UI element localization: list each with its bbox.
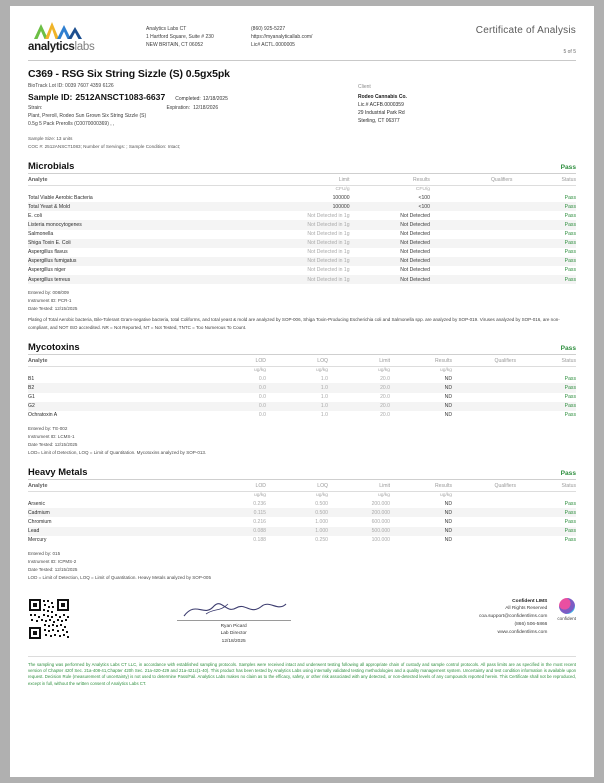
cell-status: Pass [516,527,576,536]
cell-results: ND [390,383,452,392]
cell-lod: 0.088 [204,527,266,536]
logo-word-labs: labs [74,41,95,53]
cell-qualifiers [452,393,516,402]
cell-analyte: G1 [28,394,35,401]
table-row [28,402,576,411]
table-row [28,527,576,536]
cell-analyte: Aspergillus niger [28,267,66,274]
table-units-row [28,185,576,193]
cell-lod: 0.0 [258,412,266,419]
table-units-row [28,366,576,374]
cell-status: Pass [564,537,576,544]
lab-license: Lic# ACTL.0000005 [251,41,295,48]
col-status: Status [512,174,576,186]
legal-disclaimer [28,656,576,688]
header-divider [28,60,576,61]
unit-cell: ug/kg [440,368,452,374]
microbials-notes [28,289,576,332]
cell-analyte: Aspergillus fumigatus [28,257,273,266]
sample-coc: COC #: 2512ANSCT1083; Number of Servings: ; Sample Condition: Intact; [28,143,181,149]
section-title-microbials: Microbials [28,159,75,171]
unit-cell [452,366,516,374]
col-qualifiers: Qualifiers [430,174,513,186]
col-analyte: Analyte [28,174,273,186]
col-loq: LOQ [266,480,328,492]
cell-results: Not Detected [400,249,430,256]
cell-limit: 20.0 [380,412,390,419]
note-line: Date Tested: 12/15/2025 [28,441,78,447]
unit-cell [28,185,273,193]
cell-analyte: Total Viable Aerobic Bacteria [28,194,93,201]
sample-extra-meta [28,135,358,151]
client-address-line2: Sterling, CT 06377 [358,118,400,124]
cell-loq: 0.500 [266,508,328,517]
lims-rights: All Rights Reserved [505,606,548,612]
cell-qualifiers [452,499,516,508]
cell-results: ND [390,402,452,411]
note-line: Date Tested: 12/15/2025 [28,305,78,311]
cell-qualifiers [452,374,516,383]
lab-contact [251,26,401,49]
table-units-row [28,491,576,499]
cell-analyte: E. coli [28,212,42,219]
unit-cell [28,491,204,499]
cell-status: Pass [564,500,576,507]
unit-cell: ug/kg [316,493,328,499]
qr-code[interactable] [28,598,70,640]
page-indicator: 5 of 5 [563,49,576,55]
cell-limit: Not Detected in 1g [307,267,350,274]
strain-line2: 0.5g 5 Pack Prerolls (C0070000369) , , [28,121,115,127]
logo-mark-icon [32,20,138,40]
col-status: Status [516,355,576,367]
section-header-mycotoxins [28,341,576,355]
cell-qualifiers [430,239,513,248]
note-line: Entered by: 015 [28,550,61,556]
sample-id-label: Sample ID: [28,92,73,102]
cell-limit: 200.000 [328,508,390,517]
microbials-table [28,174,576,284]
table-row [28,211,576,220]
cell-qualifiers [430,257,513,266]
cell-results: Not Detected [350,275,430,284]
cell-loq: 1.0 [320,394,328,401]
cell-analyte: B1 [28,375,35,382]
client-block [358,83,548,151]
cell-qualifiers [452,517,516,526]
cell-qualifiers [452,383,516,392]
col-loq: LOQ [266,355,328,367]
note-line: LOD= Limit of Detection, LOQ = Limit of Quantitation. Mycotoxins analyzed by SOP-013. [28,449,207,455]
table-row [28,230,576,239]
unit-cell: ug/kg [378,368,390,374]
cell-results: Not Detected [400,212,430,219]
section-status-mycotoxins: Pass [560,344,576,352]
lims-title: Confident LIMS [512,598,548,604]
cell-results: ND [444,537,452,544]
cell-results: Not Detected [400,267,430,274]
unit-cell: CFU/g [335,187,350,193]
page-header [28,20,576,55]
cell-analyte: Aspergillus flavus [28,249,68,256]
signer-name: Ryan Picard [220,623,247,629]
table-row [28,266,576,275]
expiration-label: Expiration: [166,105,191,111]
lims-email-link[interactable]: coa.support@confidentlims.com [479,614,548,620]
col-analyte: Analyte [28,480,204,492]
col-status: Status [516,480,576,492]
cell-loq: 1.0 [320,375,328,382]
cell-qualifiers [430,202,513,211]
confident-brand [557,598,576,621]
note-line: Date Tested: 12/15/2025 [28,566,78,572]
cell-limit: 100.000 [371,537,390,544]
cell-limit: Not Detected in 1g [273,239,349,248]
cell-status: Pass [564,518,576,525]
cell-qualifiers [430,275,513,284]
lims-block [397,598,547,638]
biotrack-lot-id: BioTrack Lot ID: 0039 7607 4359 6126 [28,83,114,89]
client-name: Rodeo Cannabis Co. [358,94,407,100]
section-status-heavy-metals: Pass [560,469,576,477]
cell-analyte: Aspergillus terreus [28,275,273,284]
cell-loq: 0.500 [315,500,328,507]
signature-date: 12/18/2025 [221,638,246,644]
cell-loq: 1.0 [320,412,328,419]
lims-website-link[interactable]: www.confidentlims.com [497,630,548,636]
cell-status: Pass [516,402,576,411]
footer-signature-row [28,598,576,646]
page-title: C369 - RSG Six String Sizzle (S) 0.5gx5pk [28,68,230,80]
note-line: Instrument ID: LCMS-1 [28,433,75,439]
cell-lod: 0.0 [258,375,266,382]
note-line: Entered by: TE-002 [28,425,68,431]
logo-wordmark [28,41,138,53]
cell-qualifiers [430,220,513,229]
col-qualifiers: Qualifiers [452,355,516,367]
unit-cell: CFU/g [415,187,430,193]
expiration-date: 12/18/2026 [193,105,219,111]
sample-id-row [28,92,358,102]
sample-details [28,80,358,151]
microbials-method-note: Plating of Total Aerobic bacteria, Bile-Tolerant Gram-negative bacteria, total Coliforms, and total yeast & mold are analyzed by SOP-006, Shiga Toxin-Producing Escherichia coli and Salmonella spp. are analyzed by SOP-019. Viruses analyzed by SOP-016, are non-compliant, and NOT ISO accredited. NR = Not Reported, NT = Not Tested, TNTC = Too Numerous To Count. [28,316,560,330]
col-qualifiers: Qualifiers [452,480,516,492]
col-results: Results [350,174,430,186]
cell-results: ND [444,500,452,507]
cell-limit: Not Detected in 1g [307,249,350,256]
cell-qualifiers [452,411,516,420]
cell-results: <100 [418,194,430,201]
section-header-heavy-metals [28,466,576,480]
table-row [28,517,576,526]
cell-limit: 20.0 [380,375,390,382]
cell-analyte: G2 [28,402,204,411]
unit-cell: ug/kg [316,368,328,374]
table-row [28,193,576,202]
cell-qualifiers [452,527,516,536]
cell-status: Pass [512,275,576,284]
cell-analyte: Salmonella [28,231,54,238]
table-row [28,202,576,211]
cell-results: Not Detected [350,220,430,229]
cell-status: Pass [516,508,576,517]
cell-qualifiers [430,248,513,257]
cell-lod: 0.188 [253,537,266,544]
lab-logo [28,20,138,53]
col-lod: LOD [204,355,266,367]
mycotoxins-table [28,355,576,420]
cell-analyte: Total Yeast & Mold [28,202,273,211]
cell-results: ND [390,508,452,517]
cell-status: Pass [512,257,576,266]
strain-meta [28,104,358,128]
cell-limit: Not Detected in 1g [307,212,350,219]
table-row [28,220,576,229]
col-limit: Limit [273,174,349,186]
cell-results: Not Detected [350,257,430,266]
cell-lod: 0.236 [253,500,266,507]
client-label: Client [358,84,371,90]
signature-image [159,598,309,620]
cell-results: ND [390,527,452,536]
cell-qualifiers [452,402,516,411]
table-row [28,383,576,392]
lab-address-line2: NEW BRITAIN, CT 06052 [146,41,204,48]
sample-size: Sample Size: 13 units [28,136,73,141]
cell-limit: 20.0 [328,383,390,392]
lab-phone: (860) 925-5227 [251,26,286,32]
note-line: LOD = Limit of Detection, LOQ = Limit of Quantitation. Heavy Metals analyzed by SOP-005 [28,574,211,580]
cell-status: Pass [564,394,576,401]
note-line: Entered by: 008/009 [28,290,69,296]
cell-status: Pass [512,220,576,229]
table-row [28,275,576,284]
cell-results: ND [444,375,452,382]
section-status-microbials: Pass [560,163,576,171]
table-row [28,508,576,517]
cell-loq: 1.000 [266,527,328,536]
col-analyte: Analyte [28,355,204,367]
cell-status: Pass [564,249,576,256]
col-lod: LOD [204,480,266,492]
coa-heading [476,25,576,55]
cell-results: Not Detected [350,239,430,248]
signer-role: Lab Director [220,631,247,637]
col-results: Results [390,355,452,367]
unit-cell [516,491,576,499]
cell-results: Not Detected [400,231,430,238]
lab-address-line1: 1 Hartford Square, Suite # 230 [146,33,214,40]
unit-cell [430,185,513,193]
cell-limit: 100000 [273,202,349,211]
lab-name: Analytics Labs CT [146,26,187,32]
cell-status: Pass [564,267,576,274]
strain-label: Strain: [28,105,43,111]
note-line: Instrument ID: ICPMS-2 [28,558,77,564]
cell-analyte: Shiga Toxin E. Coli [28,239,273,248]
unit-cell: ug/kg [254,493,266,499]
cell-results: ND [444,394,452,401]
cell-lod: 0.115 [204,508,266,517]
cell-limit: Not Detected in 1g [307,231,350,238]
cell-lod: 0.0 [204,402,266,411]
cell-analyte: Lead [28,527,204,536]
cell-limit: 100000 [332,194,350,201]
cell-status: Pass [512,202,576,211]
cell-loq: 1.0 [266,383,328,392]
table-row [28,374,576,383]
table-row [28,393,576,402]
sample-id-value: 2512ANSCT1083-6637 [75,92,166,102]
cell-qualifiers [430,211,513,220]
lab-address [146,26,251,49]
cell-limit: 500.000 [328,527,390,536]
table-header-row [28,480,576,492]
col-limit: Limit [328,355,390,367]
cell-qualifiers [452,536,516,545]
cell-limit: Not Detected in 1g [273,220,349,229]
cell-analyte: Arsenic [28,500,45,507]
strain-line1: Plant, Preroll, Rodeo Sun Grown Six String Sizzle (S) [28,113,147,119]
cell-status: Pass [516,383,576,392]
section-title-heavy-metals: Heavy Metals [28,465,88,477]
table-row [28,536,576,545]
cell-analyte: Ochratoxin A [28,412,58,419]
cell-limit: 20.0 [328,402,390,411]
unit-cell [452,491,516,499]
lab-website-link[interactable]: https://myanalyticallab.com/ [251,33,313,40]
cell-analyte: Mercury [28,537,47,544]
cell-results: ND [444,518,452,525]
table-row [28,257,576,266]
coa-title: Certificate of Analysis [475,25,576,36]
unit-cell [28,366,204,374]
heavy-metals-notes [28,550,576,582]
cell-lod: 0.216 [253,518,266,525]
cell-analyte: Cadmium [28,508,204,517]
mycotoxins-notes [28,425,576,457]
section-header-microbials [28,160,576,174]
table-row [28,411,576,420]
cell-analyte: Chromium [28,518,52,525]
cell-loq: 0.250 [315,537,328,544]
cell-lod: 0.0 [204,383,266,392]
section-title-mycotoxins: Mycotoxins [28,340,80,352]
cell-qualifiers [430,266,513,275]
cell-loq: 1.000 [315,518,328,525]
signature-block [159,598,309,646]
cell-limit: 200.000 [371,500,390,507]
cell-lod: 0.0 [258,394,266,401]
unit-cell: ug/kg [254,368,266,374]
confident-logo-icon [559,598,575,614]
unit-cell: ug/kg [378,493,390,499]
note-line: Instrument ID: PCR-1 [28,298,72,304]
cell-status: Pass [564,212,576,219]
cell-status: Pass [564,412,576,419]
cell-qualifiers [452,508,516,517]
cell-analyte: B2 [28,383,204,392]
table-row [28,239,576,248]
signature-meta [159,623,309,646]
cell-limit: 600.000 [371,518,390,525]
cell-loq: 1.0 [266,402,328,411]
cell-limit: Not Detected in 1g [273,257,349,266]
col-limit: Limit [328,480,390,492]
cell-status: Pass [512,239,576,248]
logo-word-analytics: analytics [28,41,75,53]
lims-phone: (866) 506-5866 [514,622,548,628]
table-row [28,248,576,257]
disclaimer-text: The sampling was performed by Analytics Labs CT LLC, in accordance with established sampling protocols. Samples were received intact and underwent testing following all appropriate chain of custody and sample control protocols. All pass limits are as specified in the most recent version of Chapter 420f Sec. 21a-408-41,Chapter 420h Sec. 21a-420-429 and 21a-421c(1-40). This product has been tested by Analytics Labs using internally validated testing methodologies and a quality management system. Uncertainty and test condition information is available upon request. Decision Rule (measurement of uncertainty) is not used to determine Pass/Fail. Analytics Labs makes no claim as to the efficacy, safety, or other risk associated with any detected, or non-detected levels of any compounds reported herein. This Certificate shall not be reproduced, except in full, without the written consent of Analytics Labs CT. [28,661,576,686]
completed-label: Completed: [175,96,201,102]
table-header-row [28,355,576,367]
table-row [28,499,576,508]
cell-limit: 20.0 [380,394,390,401]
cell-analyte: Listeria monocytogenes [28,220,273,229]
cell-limit: Not Detected in 1g [273,275,349,284]
client-address-line1: 29 Industrial Park Rd [358,110,405,116]
coa-page [10,6,594,777]
col-results: Results [390,480,452,492]
table-header-row [28,174,576,186]
unit-cell [516,366,576,374]
client-license: Lic.# ACFB.0000359 [358,102,404,108]
confident-brand-label: confident [557,615,576,621]
heavy-metals-table [28,480,576,545]
cell-status: Pass [564,375,576,382]
cell-status: Pass [564,194,576,201]
sample-summary [28,80,576,151]
cell-qualifiers [430,193,513,202]
cell-status: Pass [564,231,576,238]
unit-cell [512,185,576,193]
unit-cell: ug/kg [440,493,452,499]
cell-results: ND [444,412,452,419]
completed-date: 12/18/2025 [202,96,228,102]
cell-results: <100 [350,202,430,211]
cell-qualifiers [430,230,513,239]
